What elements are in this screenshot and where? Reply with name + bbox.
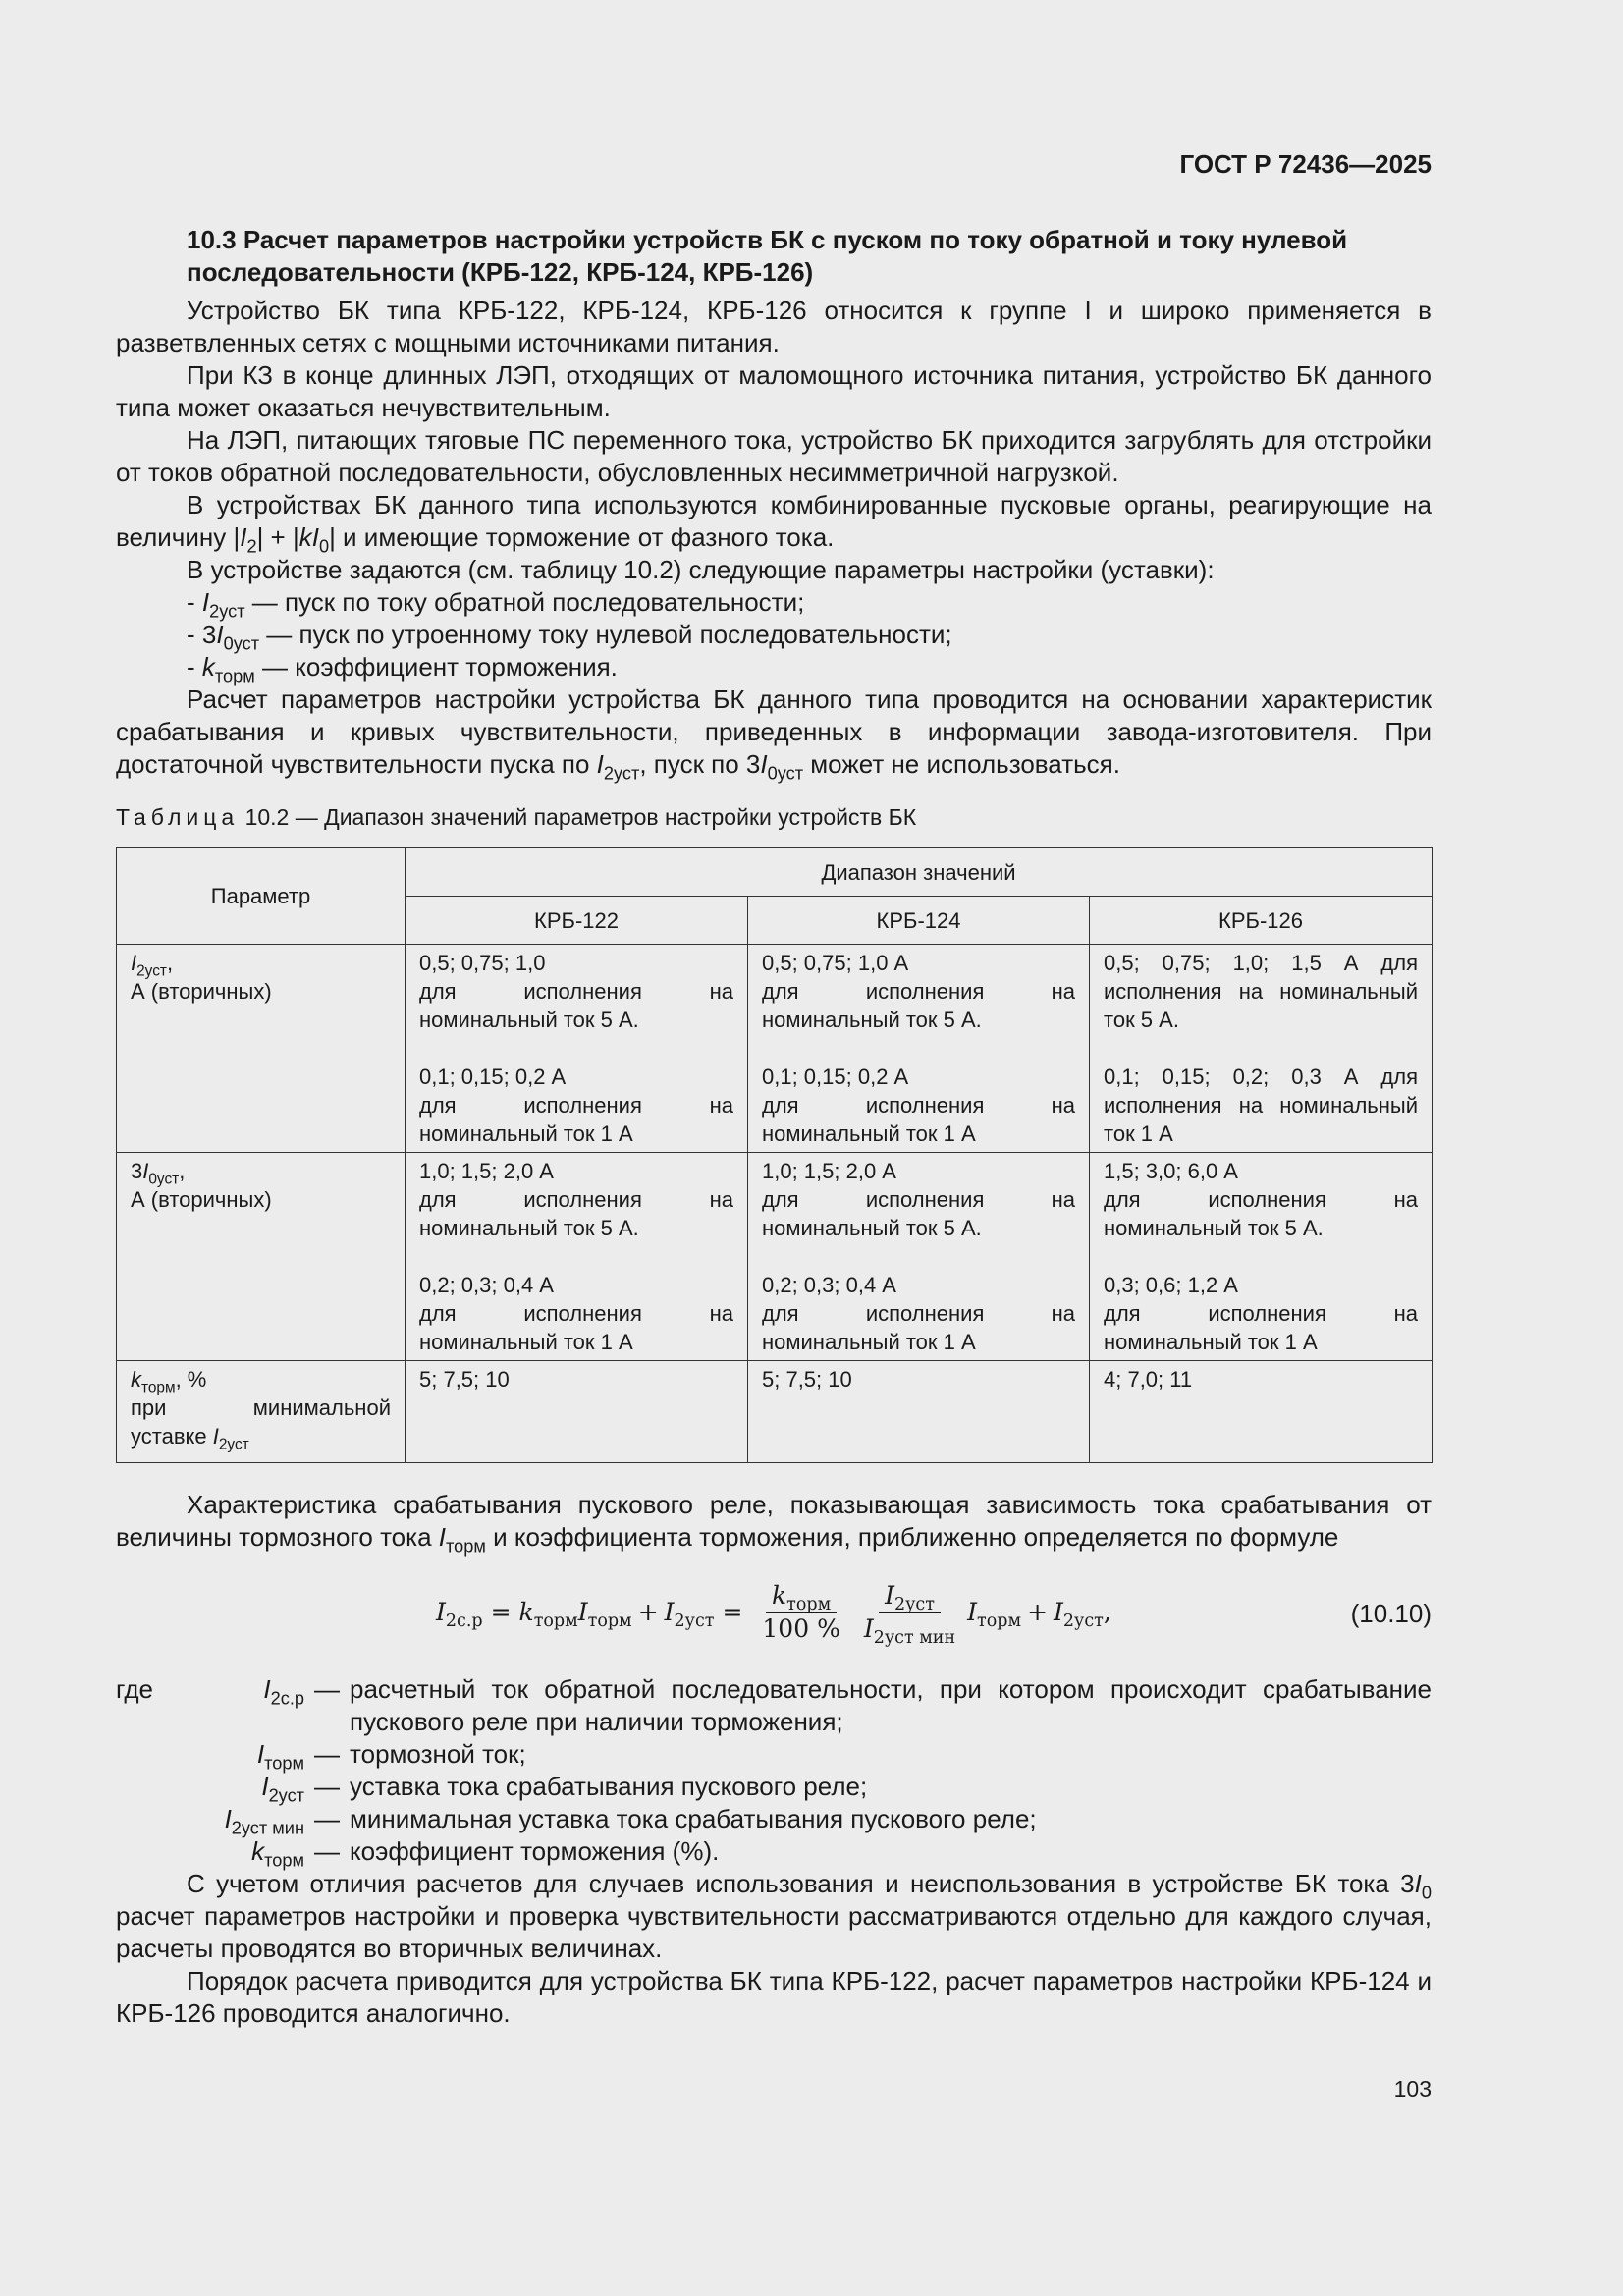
- table-row: [117, 1153, 1433, 1361]
- value-cell: 1,5; 3,0; 6,0 А для исполнения на номинальный ток 5 А. 0,3; 0,6; 1,2 А для исполнения на номинальный ток 1 А: [1090, 1153, 1433, 1361]
- where-item: $I_{2уст}$ — уставка тока срабатывания пускового реле;: [261, 1772, 868, 1806]
- paragraph-3: На ЛЭП, питающих тяговые ПС переменного тока, устройство БК приходится загрублять для отстройки от токов обратной последовательности, обусловленных несимметричной нагрузкой.: [116, 425, 1432, 487]
- paragraph-4: В устройствах БК данного типа используются комбинированные пусковые органы, реагирующие на величину $|I_2| + |kI_0|$ и имеющие торможение от фазного тока.: [116, 490, 1432, 557]
- table-row: [117, 945, 1433, 1153]
- header-krb122: КРБ-122: [406, 897, 748, 945]
- header-krb124: КРБ-124: [748, 897, 1090, 945]
- formula-expression: $I_{2с.р}$ = $k_{торм}I_{торм}$ + $I_{2уст}$ = $\frac{k_{торм}}{100 \%}$ $\frac{I_{2уст}}{I_{2уст мин}}$ $I_{торм}$ + $I_{2уст}$ ,: [436, 1581, 1111, 1649]
- header-range: Диапазон значений: [406, 848, 1433, 897]
- table-caption: Таблица 10.2 — Диапазон значений параметров настройки устройств БК: [116, 804, 917, 830]
- value-cell: 0,5; 0,75; 1,0 для исполнения на номинальный ток 5 А. 0,1; 0,15; 0,2 А для исполнения на номинальный ток 1 А: [406, 945, 748, 1153]
- value-cell: 0,5; 0,75; 1,0 А для исполнения на номинальный ток 5 А. 0,1; 0,15; 0,2 А для исполнения на номинальный ток 1 А: [748, 945, 1090, 1153]
- paragraph-7: Характеристика срабатывания пускового реле, показывающая зависимость тока срабатывания от величины тормозного тока $I_{торм}$ и коэффициента торможения, приближенно определяется по формуле: [116, 1490, 1432, 1557]
- value-cell: 4; 7,0; 11: [1090, 1361, 1433, 1463]
- standard-designation: ГОСТ Р 72436—2025: [1179, 149, 1432, 179]
- value-cell: 1,0; 1,5; 2,0 А для исполнения на номинальный ток 5 А. 0,2; 0,3; 0,4 А для исполнения на номинальный ток 1 А: [406, 1153, 748, 1361]
- formula-number: (10.10): [1350, 1599, 1432, 1628]
- list-item: - $3I_{0уст}$ — пуск по утроенному току нулевой последовательности;: [187, 620, 952, 654]
- paragraph-9: Порядок расчета приводится для устройства БК типа КРБ-122, расчет параметров настройки КРБ-124 и КРБ-126 проводится аналогично.: [116, 1966, 1432, 2028]
- page-content: [116, 224, 1432, 2030]
- paragraph-2: При КЗ в конце длинных ЛЭП, отходящих от маломощного источника питания, устройство БК данного типа может оказаться нечувствительным.: [116, 360, 1432, 422]
- param-cell: $3I_{0уст}$, А (вторичных): [117, 1153, 406, 1361]
- list-item: - $I_{2уст}$ — пуск по току обратной последовательности;: [187, 587, 805, 622]
- fraction-ktorm: $\frac{k_{торм}}{100 \%}$: [762, 1581, 840, 1643]
- where-item: $k_{торм}$ — коэффициент торможения (%).: [251, 1836, 720, 1871]
- parameters-table: [116, 847, 1433, 1463]
- value-cell: 1,0; 1,5; 2,0 А для исполнения на номинальный ток 5 А. 0,2; 0,3; 0,4 А для исполнения на номинальный ток 1 А: [748, 1153, 1090, 1361]
- list-item: - $k_{торм}$ — коэффициент торможения.: [187, 652, 618, 686]
- where-item: $I_{торм}$ — тормозной ток;: [256, 1739, 526, 1774]
- fraction-i2ust: $\frac{I_{2уст}}{I_{2уст мин}}$: [863, 1581, 956, 1649]
- where-item: $I_{2уст мин}$ — минимальная уставка тока срабатывания пускового реле;: [224, 1804, 1037, 1838]
- where-item: где $I_{2с.р}$ — расчетный ток обратной последовательности, при котором происходит срабатывание пускового реле при наличии торможения;: [116, 1674, 1432, 1736]
- paragraph-1: Устройство БК типа КРБ-122, КРБ-124, КРБ-126 относится к группе I и широко применяется в разветвленных сетях с мощными источниками питания.: [116, 296, 1432, 357]
- section-title: 10.3 Расчет параметров настройки устройств БК с пуском по току обратной и току нулевой последовательности (КРБ-122, КРБ-124, КРБ-126): [187, 225, 1348, 287]
- paragraph-5: В устройстве задаются (см. таблицу 10.2) следующие параметры настройки (уставки):: [187, 555, 1215, 584]
- page-number: 103: [1393, 2076, 1432, 2102]
- header-param: Параметр: [117, 848, 406, 945]
- where-list: [116, 1673, 1432, 1871]
- formula-10-10: [116, 1573, 1432, 1664]
- value-cell: 5; 7,5; 10: [406, 1361, 748, 1463]
- param-cell: $k_{торм}$, % при минимальной уставке $I_{2уст}$: [117, 1361, 406, 1463]
- paragraph-8: С учетом отличия расчетов для случаев использования и неиспользования в устройстве БК тока $3I_0$ расчет параметров настройки и проверка чувствительности рассматриваются отдельно для каждого случая, расчеты проводятся во вторичных величинах.: [116, 1869, 1432, 1963]
- table-row: [117, 1361, 1433, 1463]
- value-cell: 5; 7,5; 10: [748, 1361, 1090, 1463]
- param-cell: $I_{2уст}$, А (вторичных): [117, 945, 406, 1153]
- value-cell: 0,5; 0,75; 1,0; 1,5 А для исполнения на номинальный ток 5 А. 0,1; 0,15; 0,2; 0,3 А для исполнения на номинальный ток 1 А: [1090, 945, 1433, 1153]
- header-krb126: КРБ-126: [1090, 897, 1433, 945]
- paragraph-6: Расчет параметров настройки устройства БК данного типа проводится на основании характеристик срабатывания и кривых чувствительности, приведенных в информации завода-изготовителя. При достаточной чувствительности пуска по $I_{2уст}$, пуск по $3I_{0уст}$ может не использоваться.: [116, 684, 1432, 784]
